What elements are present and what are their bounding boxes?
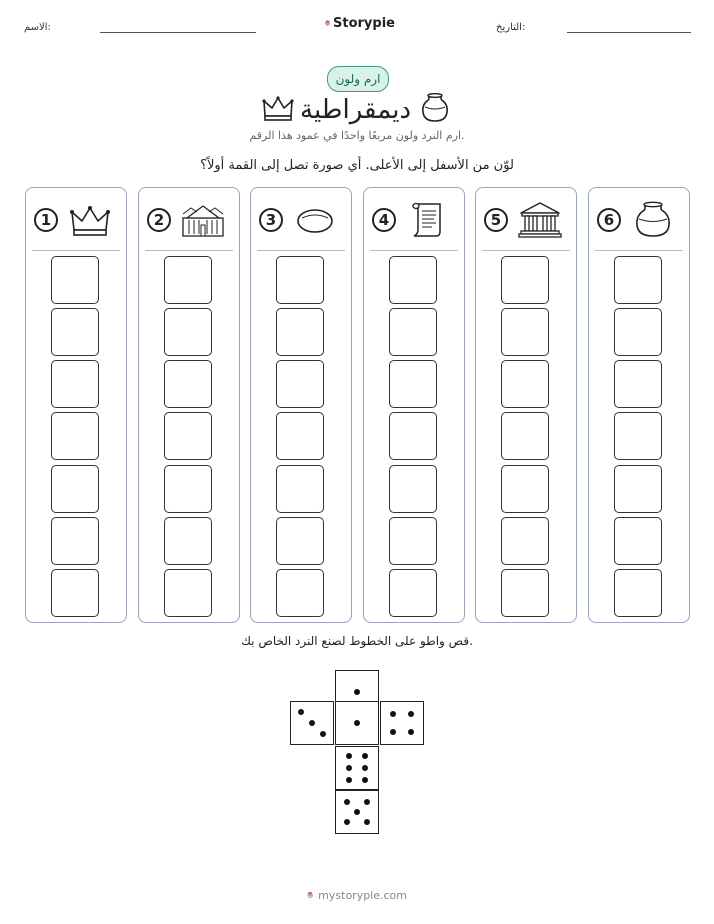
date-label: التاريخ: [496,22,526,33]
activity-badge: ارم ولون [327,66,389,92]
color-square[interactable] [614,465,662,513]
color-square[interactable] [276,569,324,617]
page-subtitle: ارم النرد ولون مربعًا واحدًا في عمود هذا الرقم. [249,129,465,142]
column-divider [145,250,233,251]
column-divider [32,250,120,251]
column-divider [595,250,683,251]
dice-pip [346,765,352,771]
dice-pip [344,819,350,825]
dice-pip [346,777,352,783]
dice-face-6 [335,746,379,790]
dice-pip [408,711,414,717]
column-number: 2 [147,208,171,232]
color-square[interactable] [389,360,437,408]
color-square[interactable] [501,308,549,356]
column-number: 6 [597,208,621,232]
column-number: 4 [372,208,396,232]
color-square[interactable] [614,256,662,304]
color-square[interactable] [389,569,437,617]
color-square[interactable] [164,465,212,513]
color-square[interactable] [164,308,212,356]
color-square[interactable] [614,569,662,617]
date-line[interactable] [567,32,691,33]
column-1 [25,187,127,623]
color-square[interactable] [51,256,99,304]
color-square[interactable] [501,360,549,408]
dice-pip [390,711,396,717]
dice-pip [320,731,326,737]
color-square[interactable] [276,412,324,460]
dice-pip [354,720,360,726]
column-4 [363,187,465,623]
column-divider [370,250,458,251]
cut-instruction: قص واطو على الخطوط لصنع النرد الخاص بك. [241,634,473,648]
dice-face-1 [335,701,379,745]
color-square[interactable] [51,412,99,460]
column-2 [138,187,240,623]
color-square[interactable] [389,256,437,304]
color-square[interactable] [276,465,324,513]
dice-pip [354,809,360,815]
dice-pip [298,709,304,715]
column-3 [250,187,352,623]
color-square[interactable] [501,569,549,617]
temple-icon [518,200,562,240]
dice-pip [362,753,368,759]
color-square[interactable] [614,517,662,565]
dice-pip [344,799,350,805]
name-label: الاسم: [24,22,51,33]
color-square[interactable] [276,517,324,565]
column-divider [482,250,570,251]
dice-pip [309,720,315,726]
page-title: ديمقراطية [300,95,412,125]
column-6 [588,187,690,623]
color-square[interactable] [389,308,437,356]
color-square[interactable] [614,308,662,356]
town-hall-icon [181,200,225,240]
dice-pip [354,689,360,695]
dice-face-3 [290,701,334,745]
scroll-icon [406,200,450,240]
dice-pip [362,777,368,783]
color-square[interactable] [614,360,662,408]
color-square[interactable] [501,517,549,565]
dice-face-5 [335,790,379,834]
color-square[interactable] [501,256,549,304]
color-square[interactable] [164,256,212,304]
color-square[interactable] [501,465,549,513]
storypie-mascot-icon [307,886,313,904]
color-square[interactable] [389,412,437,460]
color-square[interactable] [276,256,324,304]
column-number: 1 [34,208,58,232]
color-square[interactable] [614,412,662,460]
color-square[interactable] [164,412,212,460]
dice-pip [364,819,370,825]
brand-logo [325,12,395,34]
column-divider [257,250,345,251]
color-square[interactable] [276,308,324,356]
storypie-mascot-icon [325,14,330,32]
color-square[interactable] [276,360,324,408]
color-square[interactable] [51,308,99,356]
crown-icon [68,200,112,240]
color-square[interactable] [164,517,212,565]
color-square[interactable] [164,360,212,408]
dice-pip [408,729,414,735]
color-square[interactable] [164,569,212,617]
color-square[interactable] [51,360,99,408]
column-number: 3 [259,208,283,232]
color-square[interactable] [501,412,549,460]
dice-face-4 [380,701,424,745]
color-square[interactable] [51,465,99,513]
name-line[interactable] [100,32,256,33]
footer [307,884,407,906]
pot-icon [420,92,450,124]
dice-pip [362,765,368,771]
coin-icon [293,200,337,240]
pot-icon [631,200,675,240]
color-square[interactable] [389,465,437,513]
dice-pip [390,729,396,735]
dice-pip [346,753,352,759]
color-square[interactable] [389,517,437,565]
footer-url[interactable]: mystorypie.com [318,888,407,902]
crown-icon [262,94,294,122]
color-square[interactable] [51,569,99,617]
column-5 [475,187,577,623]
brand-name: Storypie [333,15,395,31]
column-number: 5 [484,208,508,232]
dice-pip [364,799,370,805]
color-square[interactable] [51,517,99,565]
instruction-text: لوّن من الأسفل إلى الأعلى. أي صورة تصل إلى القمة أولاً؟ [200,158,514,173]
